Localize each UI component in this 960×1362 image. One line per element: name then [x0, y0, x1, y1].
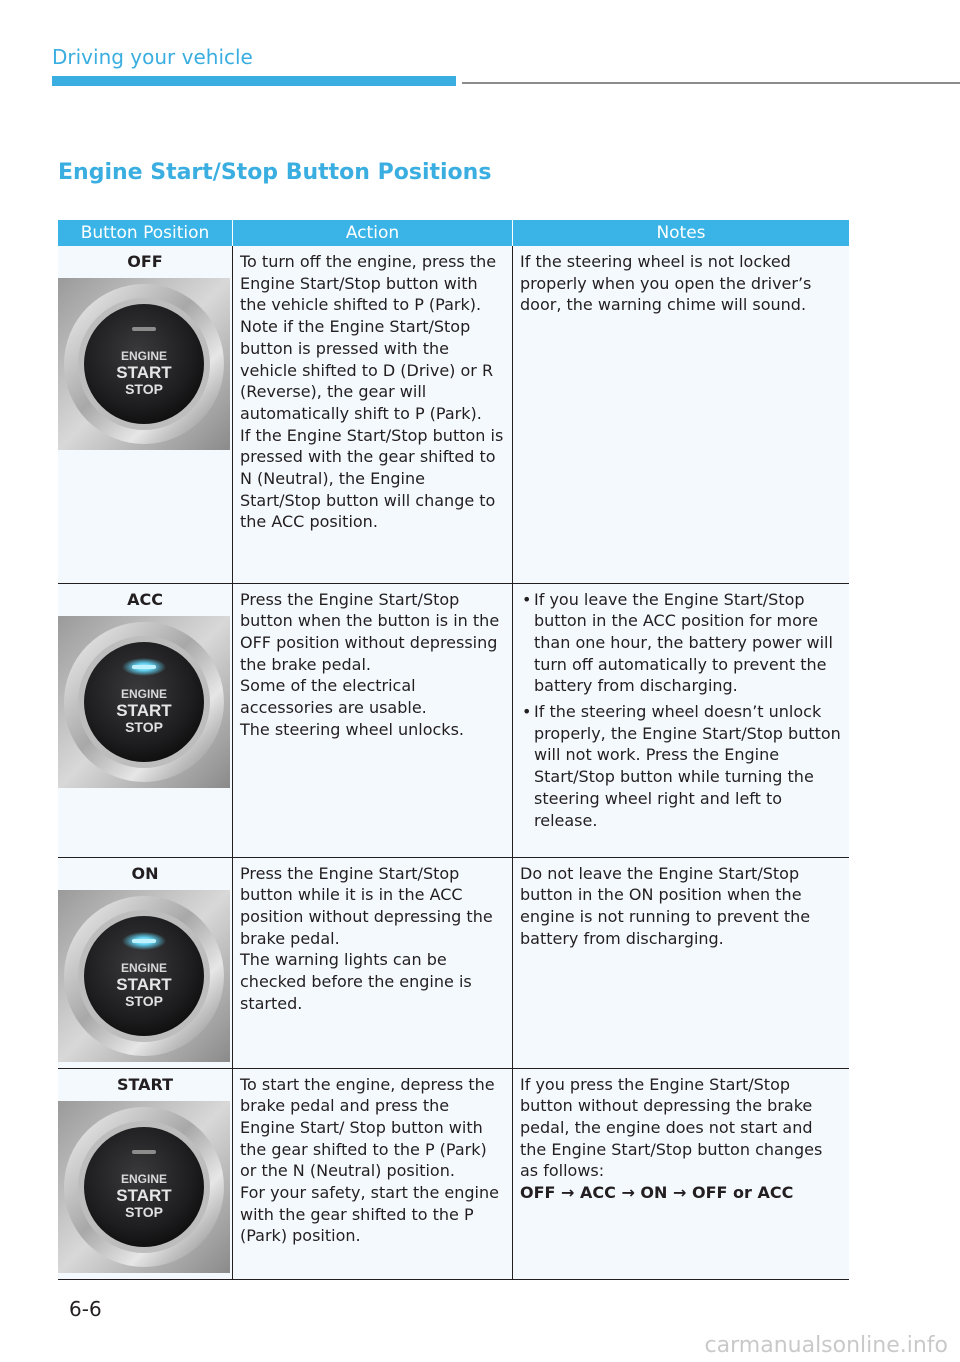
header-notes: Notes [513, 220, 850, 246]
header-rule [462, 82, 960, 84]
svg-text:ENGINE: ENGINE [120, 686, 168, 701]
svg-text:STOP: STOP [125, 381, 163, 397]
action-cell: To start the engine, depress the brake pedal and press the Engine Start/ Stop button with the gear shifted to the P (Park) or the N (Neutral) position. For your safety, start the engine with the gear shifted to the P (Park) position. [233, 1068, 513, 1279]
svg-text:ENGINE: ENGINE [120, 349, 168, 363]
section-title: Engine Start/Stop Button Positions [58, 160, 492, 185]
svg-text:START: START [116, 700, 172, 720]
engine-start-stop-button-start-image [58, 1101, 230, 1273]
position-cell [58, 1068, 233, 1279]
header-action: Action [233, 220, 513, 246]
svg-text:STOP: STOP [125, 718, 163, 735]
table-row-off [58, 246, 849, 583]
table-header-row [58, 220, 849, 246]
position-cell [58, 857, 233, 1068]
notes-cell: If the steering wheel is not locked properly when you open the driver’s door, the warning chime will sound. [513, 246, 850, 583]
notes-bullet: • If you leave the Engine Start/Stop button in the ACC position for more than one hour, the battery power will turn off automatically to prevent the battery from discharging. [520, 589, 843, 698]
engine-start-stop-button-acc-image [58, 616, 230, 788]
action-cell: Press the Engine Start/Stop button when the button is in the OFF position without depressing the brake pedal. Some of the electrical accessories are usable. The steering wheel unlocks. [233, 583, 513, 857]
watermark: carmanualsonline.info [704, 1333, 948, 1358]
svg-text:START: START [116, 1185, 172, 1205]
position-label-acc: ACC [127, 589, 163, 609]
chapter-header: Driving your vehicle [52, 45, 253, 69]
action-cell: To turn off the engine, press the Engine Start/Stop button with the vehicle shifted to P (Park). Note if the Engine Start/Stop button is pressed with the vehicle shifted to D (Drive) or R (Reverse), the gear will automatically shift to P (Park). If the Engine Start/Stop button is pressed with the gear shifted to N (Neutral), the Engine Start/Stop button will change to the ACC position. [233, 246, 513, 583]
page-number: 6-6 [69, 1297, 102, 1321]
table-row-acc [58, 583, 849, 857]
notes-bullet: • If the steering wheel doesn’t unlock properly, the Engine Start/Stop button will not work. Press the Engine Start/Stop button while turning the steering wheel right and left to release. [520, 701, 843, 831]
engine-start-stop-button-on-image [58, 890, 230, 1062]
position-label-off: OFF [127, 252, 163, 271]
notes-text: If you press the Engine Start/Stop button without depressing the brake pedal, the engine does not start and the Engine Start/Stop button changes as follows: [520, 1074, 823, 1181]
svg-text:STOP: STOP [125, 1203, 163, 1220]
position-label-on: ON [131, 863, 159, 883]
svg-text:ENGINE: ENGINE [120, 960, 168, 975]
svg-text:START: START [116, 974, 172, 994]
svg-text:STOP: STOP [125, 992, 163, 1009]
position-cell [58, 246, 233, 583]
header-button-position: Button Position [58, 220, 233, 246]
position-label-start: START [116, 1074, 174, 1094]
engine-start-stop-button-off-image [58, 278, 230, 450]
notes-cell [513, 1068, 850, 1279]
svg-text:ENGINE: ENGINE [120, 1171, 168, 1186]
notes-bullet-list [520, 589, 843, 832]
position-sequence: OFF → ACC → ON → OFF or ACC [520, 1183, 794, 1203]
position-cell [58, 583, 233, 857]
notes-cell [513, 583, 850, 857]
svg-text:START: START [116, 363, 172, 382]
header-accent-bar [52, 76, 456, 86]
button-positions-table [58, 220, 849, 1280]
table-row-start [58, 1068, 849, 1279]
action-cell: Press the Engine Start/Stop button while it is in the ACC position without depressing the brake pedal. The warning lights can be checked before the engine is started. [233, 857, 513, 1068]
notes-cell: Do not leave the Engine Start/Stop button in the ON position when the engine is not running to prevent the battery from discharging. [513, 857, 850, 1068]
table-row-on [58, 857, 849, 1068]
